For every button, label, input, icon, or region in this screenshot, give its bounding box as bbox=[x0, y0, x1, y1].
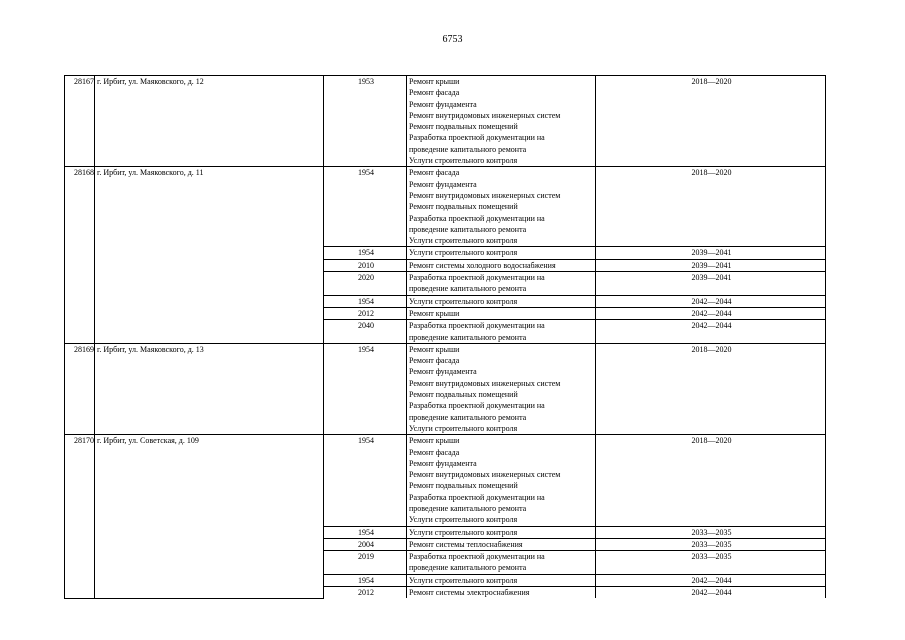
period-cell: 2018—2020 bbox=[596, 167, 826, 247]
works-cell bbox=[407, 526, 596, 538]
work-item: Ремонт подвальных помещений bbox=[409, 481, 518, 491]
period-cell: 2042—2044 bbox=[596, 587, 826, 599]
address-cell: г. Ирбит, ул. Маяковского, д. 11 bbox=[95, 167, 324, 343]
work-item: Услуги строительного контроля bbox=[409, 575, 518, 585]
period-cell: 2042—2044 bbox=[596, 295, 826, 307]
work-item: Ремонт внутридомовых инженерных систем bbox=[409, 190, 561, 200]
work-item: проведение капитального ремонта bbox=[409, 412, 527, 422]
year-cell: 2012 bbox=[324, 307, 407, 319]
period-cell: 2039—2041 bbox=[596, 259, 826, 271]
work-item: Ремонт крыши bbox=[409, 308, 460, 318]
work-item: Ремонт фасада bbox=[409, 88, 460, 98]
work-item: Разработка проектной документации на bbox=[409, 213, 545, 223]
work-item: Ремонт подвальных помещений bbox=[409, 390, 518, 400]
work-item: Разработка проектной документации на bbox=[409, 552, 545, 562]
period-cell: 2018—2020 bbox=[596, 343, 826, 434]
work-item: Услуги строительного контроля bbox=[409, 156, 518, 166]
work-item: Разработка проектной документации на bbox=[409, 273, 545, 283]
page-number: 6753 bbox=[442, 34, 463, 45]
works-cell bbox=[407, 587, 596, 599]
table-row bbox=[65, 76, 826, 167]
year-cell: 1954 bbox=[324, 167, 407, 247]
work-item: Услуги строительного контроля bbox=[409, 515, 518, 525]
works-cell bbox=[407, 574, 596, 586]
works-cell bbox=[407, 259, 596, 271]
period-cell: 2018—2020 bbox=[596, 435, 826, 526]
year-cell: 1954 bbox=[324, 526, 407, 538]
work-item: Разработка проектной документации на bbox=[409, 321, 545, 331]
period-cell: 2042—2044 bbox=[596, 574, 826, 586]
work-item: Ремонт фасада bbox=[409, 356, 460, 366]
year-cell: 1953 bbox=[324, 76, 407, 167]
table-row bbox=[65, 167, 826, 247]
work-item: проведение капитального ремонта bbox=[409, 563, 527, 573]
year-cell: 2020 bbox=[324, 272, 407, 296]
works-cell bbox=[407, 272, 596, 296]
work-item: Услуги строительного контроля bbox=[409, 423, 518, 433]
table-row bbox=[65, 343, 826, 434]
period-cell: 2039—2041 bbox=[596, 272, 826, 296]
works-cell bbox=[407, 343, 596, 434]
work-item: проведение капитального ремонта bbox=[409, 503, 527, 513]
period-cell: 2033—2035 bbox=[596, 551, 826, 575]
works-cell bbox=[407, 247, 596, 259]
work-item: Ремонт фундамента bbox=[409, 458, 477, 468]
work-item: Ремонт системы теплоснабжения bbox=[409, 539, 523, 549]
work-item: проведение капитального ремонта bbox=[409, 332, 527, 342]
work-item: Услуги строительного контроля bbox=[409, 248, 518, 258]
work-item: проведение капитального ремонта bbox=[409, 144, 527, 154]
year-cell: 2004 bbox=[324, 538, 407, 550]
year-cell: 2019 bbox=[324, 551, 407, 575]
work-item: Ремонт подвальных помещений bbox=[409, 202, 518, 212]
year-cell: 1954 bbox=[324, 574, 407, 586]
work-item: Услуги строительного контроля bbox=[409, 527, 518, 537]
work-item: Ремонт фундамента bbox=[409, 367, 477, 377]
works-cell bbox=[407, 435, 596, 526]
work-item: Разработка проектной документации на bbox=[409, 401, 545, 411]
work-item: Ремонт крыши bbox=[409, 344, 460, 354]
work-item: Ремонт системы холодного водоснабжения bbox=[409, 260, 556, 270]
work-item: Ремонт внутридомовых инженерных систем bbox=[409, 110, 561, 120]
year-cell: 2012 bbox=[324, 587, 407, 599]
period-cell: 2042—2044 bbox=[596, 320, 826, 344]
works-cell bbox=[407, 551, 596, 575]
record-id-cell: 28170 bbox=[65, 435, 95, 599]
works-cell bbox=[407, 76, 596, 167]
address-cell: г. Ирбит, ул. Маяковского, д. 13 bbox=[95, 343, 324, 434]
table-row bbox=[65, 435, 826, 526]
year-cell: 1954 bbox=[324, 247, 407, 259]
year-cell: 2010 bbox=[324, 259, 407, 271]
works-cell bbox=[407, 320, 596, 344]
period-cell: 2042—2044 bbox=[596, 307, 826, 319]
year-cell: 1954 bbox=[324, 435, 407, 526]
address-cell: г. Ирбит, ул. Маяковского, д. 12 bbox=[95, 76, 324, 167]
period-cell: 2039—2041 bbox=[596, 247, 826, 259]
repair-schedule-table bbox=[64, 75, 826, 599]
period-cell: 2033—2035 bbox=[596, 538, 826, 550]
table-body bbox=[65, 76, 826, 599]
record-id-cell: 28169 bbox=[65, 343, 95, 434]
work-item: проведение капитального ремонта bbox=[409, 224, 527, 234]
work-item: Ремонт системы электроснабжения bbox=[409, 588, 530, 598]
work-item: Ремонт крыши bbox=[409, 77, 460, 86]
work-item: Разработка проектной документации на bbox=[409, 492, 545, 502]
year-cell: 1954 bbox=[324, 343, 407, 434]
record-id-cell: 28168 bbox=[65, 167, 95, 343]
work-item: Ремонт крыши bbox=[409, 436, 460, 446]
works-cell bbox=[407, 538, 596, 550]
work-item: проведение капитального ремонта bbox=[409, 284, 527, 294]
works-cell bbox=[407, 295, 596, 307]
work-item: Ремонт подвальных помещений bbox=[409, 122, 518, 132]
work-item: Услуги строительного контроля bbox=[409, 296, 518, 306]
work-item: Ремонт внутридомовых инженерных систем bbox=[409, 470, 561, 480]
works-cell bbox=[407, 167, 596, 247]
work-item: Разработка проектной документации на bbox=[409, 133, 545, 143]
year-cell: 1954 bbox=[324, 295, 407, 307]
record-id-cell: 28167 bbox=[65, 76, 95, 167]
work-item: Ремонт фундамента bbox=[409, 179, 477, 189]
works-cell bbox=[407, 307, 596, 319]
work-item: Ремонт внутридомовых инженерных систем bbox=[409, 378, 561, 388]
work-item: Услуги строительного контроля bbox=[409, 236, 518, 246]
work-item: Ремонт фасада bbox=[409, 168, 460, 178]
year-cell: 2040 bbox=[324, 320, 407, 344]
work-item: Ремонт фасада bbox=[409, 447, 460, 457]
address-cell: г. Ирбит, ул. Советская, д. 109 bbox=[95, 435, 324, 599]
work-item: Ремонт фундамента bbox=[409, 99, 477, 109]
period-cell: 2018—2020 bbox=[596, 76, 826, 167]
period-cell: 2033—2035 bbox=[596, 526, 826, 538]
